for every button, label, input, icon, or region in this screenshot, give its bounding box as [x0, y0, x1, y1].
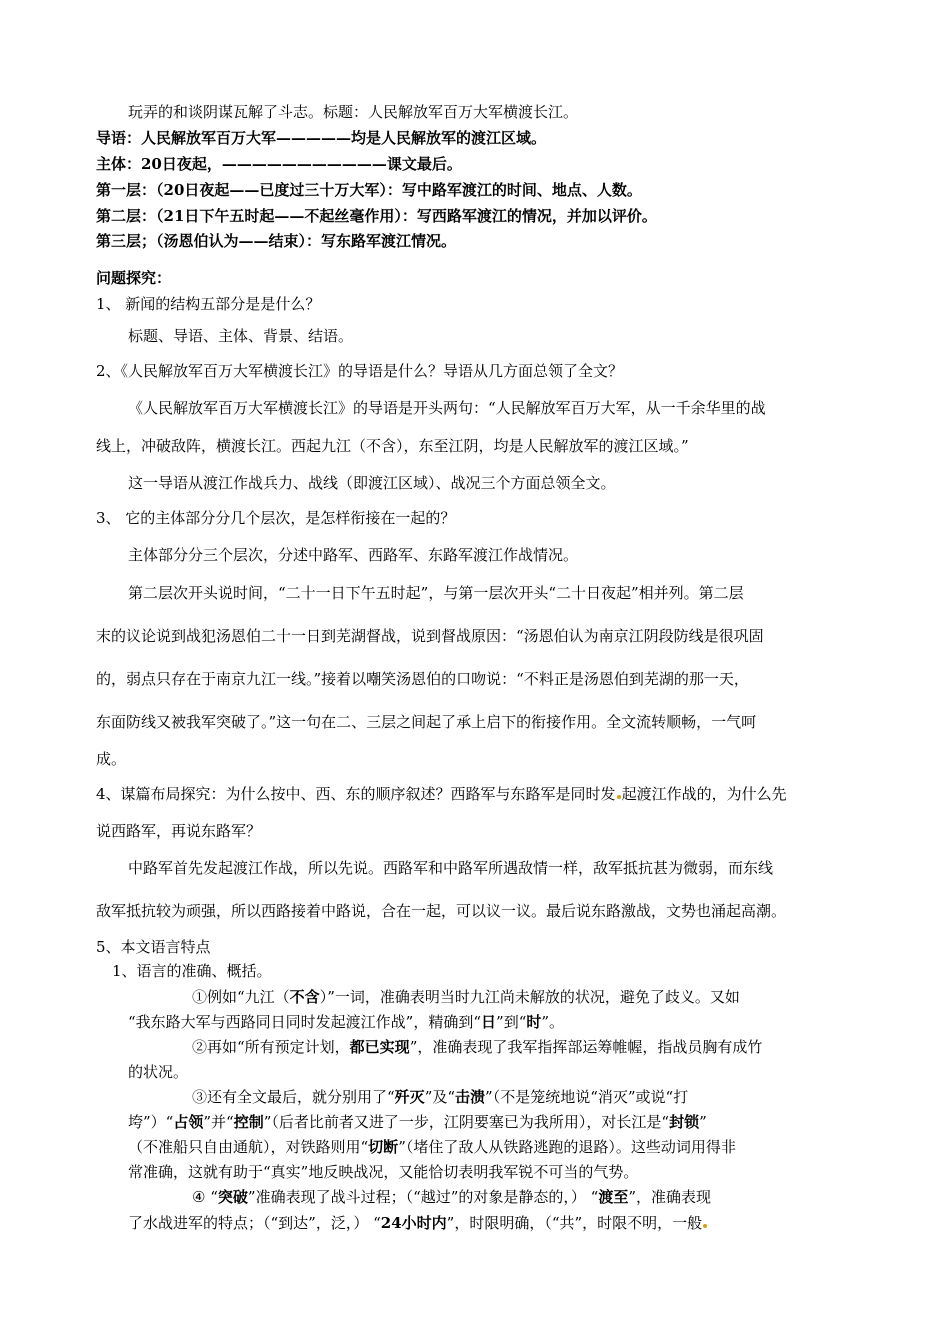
text-span: ③还有全文最后，就分别用了“	[192, 1088, 395, 1106]
answer-3-line: 第二层次开头说时间，“二十一日下午五时起”，与第一层次开头“二十日夜起”相并列。第二层	[128, 584, 744, 602]
text-span: ”（堵住了敌人从铁路逃跑的退路）。这些动词用得非	[398, 1138, 736, 1156]
bold-term: 都已实现	[349, 1038, 410, 1056]
example-line: 的状况。	[128, 1063, 189, 1081]
question-4	[96, 784, 787, 804]
bold-term: 突破	[217, 1188, 248, 1206]
text-span: ④ “	[192, 1188, 218, 1206]
text-line: 第一层：（20日夜起——已度过三十万大军）：写中路军渡江的时间、地点、人数。	[96, 181, 642, 199]
text-span: ”，准确表现	[628, 1188, 712, 1206]
answer-4-line: 中路军首先发起渡江作战，所以先说。西路军和中路军所遇敌情一样，敌军抵抗甚为微弱，而东线	[128, 859, 774, 877]
text-line: 玩弄的和谈阴谋瓦解了斗志。标题：人民解放军百万大军横渡长江。	[128, 103, 579, 121]
answer-2-line: 线上，冲破敌阵，横渡长江。西起九江（不含），东至江阴，均是人民解放军的渡江区域。”	[96, 437, 689, 455]
example-line	[128, 1012, 564, 1032]
text-line: 主体：20日夜起，———————————课文最后。	[96, 155, 462, 173]
answer-3-line: 的，弱点只存在于南京九江一线。”接着以嘲笑汤恩伯的口吻说：“不料正是汤恩伯到芜湖的那一天，	[96, 670, 749, 688]
text-span: ”及“	[424, 1088, 456, 1106]
text-span: ”准确表现了战斗过程；（“越过”的对象是静态的，） “	[247, 1188, 599, 1206]
bold-term: 时	[526, 1013, 542, 1031]
bold-term: 渡至	[598, 1188, 629, 1206]
answer-1: 标题、导语、主体、背景、结语。	[128, 327, 354, 345]
text-span: （不准船只自由通航），对铁路则用“	[128, 1138, 369, 1156]
question-2: 2、《人民解放军百万大军横渡长江》的导语是什么？导语从几方面总领了全文？	[96, 362, 624, 380]
subheading: 1、语言的准确、概括。	[112, 962, 272, 980]
bold-term: 击溃	[455, 1088, 486, 1106]
bold-term: 占领	[173, 1113, 204, 1131]
question-4-part: 4、谋篇布局探究：为什么按中、西、东的顺序叙述？西路军与东路军是同时发	[96, 785, 616, 803]
text-span: ①例如“九江（	[192, 988, 290, 1006]
question-3: 3、 它的主体部分分几个层次，是怎样衔接在一起的？	[96, 509, 456, 527]
question-5: 5、本文语言特点	[96, 938, 211, 956]
text-span: ”，时限明确，（“共”，时限不明，一般	[446, 1214, 703, 1232]
text-span: 垮”）“	[128, 1113, 174, 1131]
answer-3-line: 主体部分分三个层次，分述中路军、西路军、东路军渡江作战情况。	[128, 546, 579, 564]
answer-3-line: 东面防线又被我军突破了。”这一句在二、三层之间起了承上启下的衔接作用。全文流转顺畅，一气呵	[96, 713, 757, 731]
text-span: ”（后者比前者又进了一步，江阴要塞已为我所用），对长江是“	[263, 1113, 670, 1131]
example-line	[192, 1187, 711, 1207]
text-span: ）”一词，准确表明当时九江尚未解放的状况，避免了歧义。又如	[319, 988, 740, 1006]
question-4-part: 起渡江作战的，为什么先	[621, 785, 787, 803]
text-line: 第二层：（21日下午五时起——不起丝毫作用）：写西路军渡江的情况，并加以评价。	[96, 207, 657, 225]
text-span: ”，准确表现了我军指挥部运筹帷幄，指战员胸有成竹	[409, 1038, 763, 1056]
example-line	[128, 1137, 736, 1157]
example-line	[192, 987, 740, 1007]
text-span: ”（不是笼统地说“消灭”或说“打	[485, 1088, 689, 1106]
bold-term: 不含	[289, 988, 320, 1006]
answer-3-line: 成。	[96, 750, 127, 768]
section-heading: 问题探究：	[96, 269, 172, 287]
answer-4-line: 敌军抵抗较为顽强，所以西路接着中路说，合在一起，可以议一议。最后说东路激战，文势也涌起高潮。	[96, 902, 787, 920]
bold-term: 歼灭	[394, 1088, 425, 1106]
dot-mark	[617, 795, 621, 799]
example-line: 常准确，这就有助于“真实”地反映战况，又能恰切表明我军锐不可当的气势。	[128, 1163, 639, 1181]
bold-term: 24小时内	[380, 1214, 447, 1232]
text-span: ”并“	[203, 1113, 234, 1131]
text-span: ②再如“所有预定计划，	[192, 1038, 350, 1056]
example-line	[128, 1213, 708, 1233]
text-span: “我东路大军与西路同日同时发起渡江作战”，精确到“	[128, 1013, 482, 1031]
text-span: ”。	[541, 1013, 565, 1031]
bold-term: 切断	[368, 1138, 399, 1156]
example-line	[192, 1037, 762, 1057]
text-span: ”	[699, 1113, 707, 1131]
answer-2-line: 《人民解放军百万大军横渡长江》的导语是开头两句：“人民解放军百万大军，从一千余华里的战	[128, 399, 766, 417]
text-line: 导语：人民解放军百万大军—————均是人民解放军的渡江区域。	[96, 129, 547, 147]
bold-term: 日	[481, 1013, 497, 1031]
bold-term: 控制	[233, 1113, 264, 1131]
question-1: 1、 新闻的结构五部分是是什么？	[96, 295, 321, 313]
text-span: ”到“	[496, 1013, 527, 1031]
dot-mark	[703, 1224, 707, 1228]
example-line	[128, 1112, 707, 1132]
example-line	[192, 1087, 688, 1107]
answer-3-line: 末的议论说到战犯汤恩伯二十一日到芜湖督战，说到督战原因：“汤恩伯认为南京江阴段防线是很巩固	[96, 627, 764, 645]
bold-term: 封锁	[669, 1113, 700, 1131]
question-4-line: 说西路军，再说东路军？	[96, 822, 262, 840]
text-span: 了水战进军的特点；（“到达”，泛，） “	[128, 1214, 381, 1232]
text-line: 第三层；（汤恩伯认为——结束）：写东路军渡江情况。	[96, 232, 457, 250]
answer-2-line: 这一导语从渡江作战兵力、战线（即渡江区域）、战况三个方面总领全文。	[128, 474, 616, 492]
